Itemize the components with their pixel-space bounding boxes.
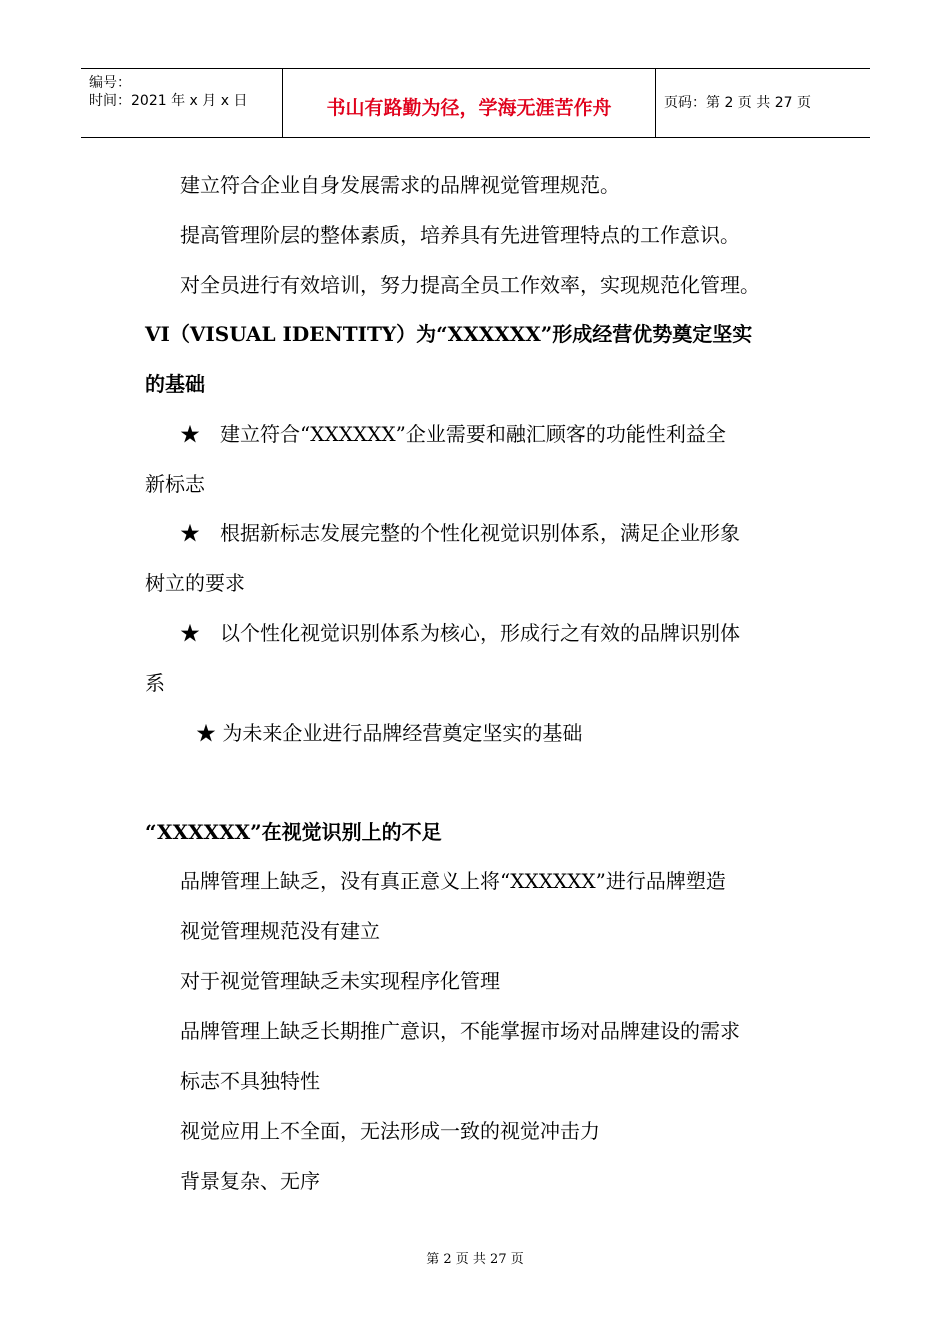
star-bullet-1-continued: 新标志 bbox=[145, 472, 205, 496]
deficit-item-2: 视觉管理规范没有建立 bbox=[180, 919, 380, 943]
star-bullet-2: ★ 根据新标志发展完整的个性化视觉识别体系，满足企业形象 bbox=[180, 521, 740, 545]
page-footer-number: 第 2 页 共 27 页 bbox=[426, 1252, 524, 1267]
star-bullet-3-continued: 系 bbox=[145, 671, 165, 695]
star-bullet-1: ★ 建立符合“XXXXXX”企业需要和融汇顾客的功能性利益全 bbox=[180, 422, 726, 446]
deficit-item-5: 标志不具独特性 bbox=[180, 1069, 320, 1093]
page-header bbox=[81, 68, 870, 138]
intro-paragraph-2: 提高管理阶层的整体素质，培养具有先进管理特点的工作意识。 bbox=[180, 223, 740, 247]
header-page-label: 页码：第 2 页 共 27 页 bbox=[664, 95, 811, 111]
section-heading-deficits: “XXXXXX”在视觉识别上的不足 bbox=[145, 820, 442, 844]
intro-paragraph-1: 建立符合企业自身发展需求的品牌视觉管理规范。 bbox=[180, 173, 620, 197]
document-number-label: 编号： bbox=[89, 75, 131, 91]
header-info-cell bbox=[81, 69, 283, 137]
star-bullet-3: ★ 以个性化视觉识别体系为核心，形成行之有效的品牌识别体 bbox=[180, 621, 740, 645]
deficit-item-7: 背景复杂、无序 bbox=[180, 1169, 320, 1193]
section-heading-vi: VI（VISUAL IDENTITY）为“XXXXXX”形成经营优势奠定坚实 bbox=[145, 322, 753, 346]
star-bullet-2-continued: 树立的要求 bbox=[145, 571, 245, 595]
deficit-item-6: 视觉应用上不全面，无法形成一致的视觉冲击力 bbox=[180, 1119, 600, 1143]
header-motto-cell bbox=[283, 69, 656, 137]
document-time-label: 时间：2021 年 x 月 x 日 bbox=[89, 93, 248, 109]
header-motto: 书山有路勤为径，学海无涯苦作舟 bbox=[326, 97, 612, 119]
intro-paragraph-3: 对全员进行有效培训，努力提高全员工作效率，实现规范化管理。 bbox=[180, 273, 760, 297]
deficit-item-3: 对于视觉管理缺乏未实现程序化管理 bbox=[180, 969, 500, 993]
header-page-cell bbox=[656, 69, 870, 137]
section-heading-vi-continued: 的基础 bbox=[145, 372, 205, 396]
deficit-item-4: 品牌管理上缺乏长期推广意识，不能掌握市场对品牌建设的需求 bbox=[180, 1019, 740, 1043]
star-bullet-4: ★ 为未来企业进行品牌经营奠定坚实的基础 bbox=[196, 721, 583, 745]
deficit-item-1: 品牌管理上缺乏，没有真正意义上将“XXXXXX”进行品牌塑造 bbox=[180, 869, 726, 893]
